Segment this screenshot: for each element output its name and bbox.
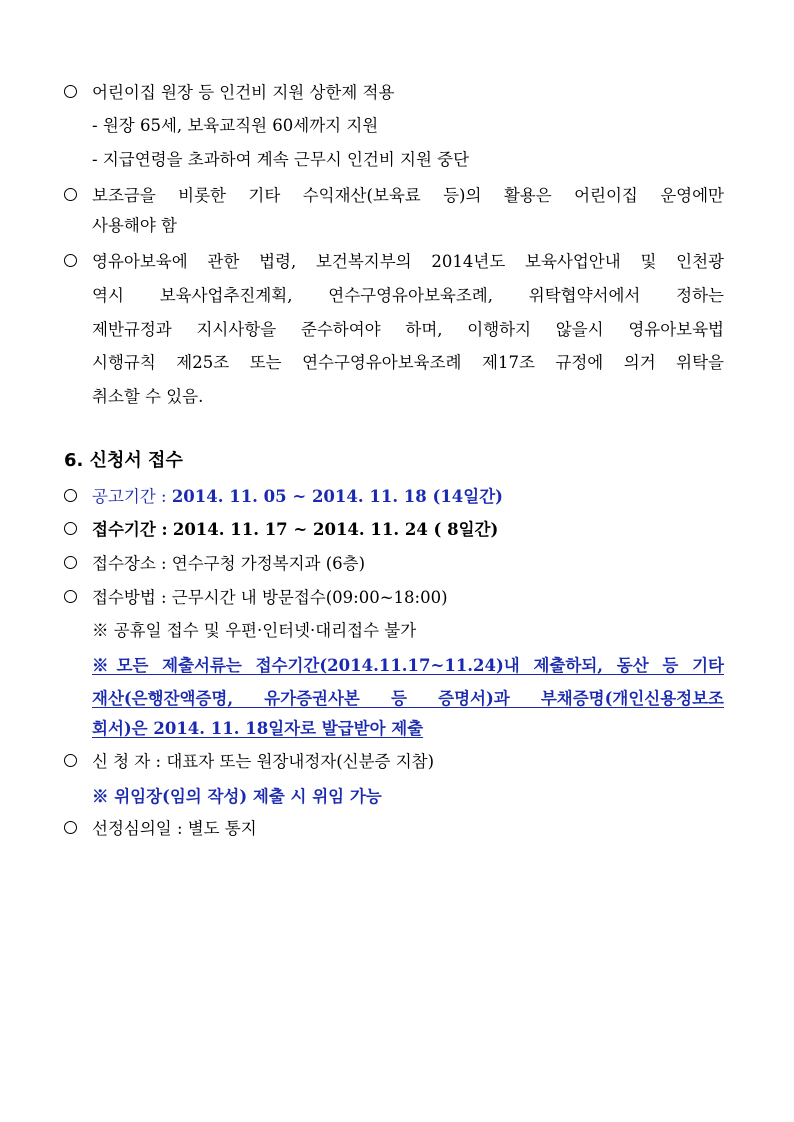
circle-bullet-icon	[64, 590, 77, 603]
circle-bullet-icon	[64, 556, 77, 569]
line-text: 역시 보육사업추진계획, 연수구영유아보육조례, 위탁협약서에서 정하는	[92, 286, 724, 305]
circle-bullet-icon	[64, 85, 77, 98]
line-text: 어린이집 원장 등 인건비 지원 상한제 적용	[92, 83, 395, 102]
circle-bullet-icon	[64, 188, 77, 201]
section-heading: 6. 신청서 접수	[64, 450, 183, 471]
line-text: 보조금을 비롯한 기타 수익재산(보육료 등)의 활용은 어린이집 운영에만	[92, 186, 724, 205]
line-text: 회서)은 2014. 11. 18일자로 발급받아 제출	[92, 719, 424, 738]
circle-bullet-icon	[64, 489, 77, 502]
line-text: 사용해야 함	[92, 216, 177, 235]
line-text: 신 청 자 : 대표자 또는 원장내정자(신분증 지참)	[92, 752, 435, 771]
line-text: 취소할 수 있음.	[92, 387, 204, 406]
notice-label: 공고기간 :	[92, 487, 167, 506]
circle-bullet-icon	[64, 821, 77, 834]
line-text: - 원장 65세, 보육교직원 60세까지 지원	[92, 116, 379, 135]
line-text: 제반규정과 지시사항을 준수하여야 하며, 이행하지 않을시 영유아보육법	[92, 320, 724, 339]
line-text: 시행규칙 제25조 또는 연수구영유아보육조례 제17조 규정에 의거 위탁을	[92, 353, 724, 372]
circle-bullet-icon	[64, 754, 77, 767]
line-text: 영유아보육에 관한 법령, 보건복지부의 2014년도 보육사업안내 및 인천광	[92, 252, 724, 271]
circle-bullet-icon	[64, 254, 77, 267]
line-text: 접수방법 : 근무시간 내 방문접수(09:00~18:00)	[92, 588, 448, 607]
receipt-value: 2014. 11. 17 ~ 2014. 11. 24 ( 8일간)	[172, 520, 499, 539]
line-text: ※ 공휴일 접수 및 우편·인터넷·대리접수 불가	[92, 621, 417, 640]
line-text: 접수장소 : 연수구청 가정복지과 (6층)	[92, 554, 366, 573]
notice-period	[92, 487, 503, 507]
receipt-period	[92, 520, 498, 540]
line-text: ※모든 제출서류는 접수기간(2014.11.17~11.24)내 제출하되, 동산 등 기타	[92, 656, 724, 675]
receipt-label: 접수기간 :	[92, 520, 168, 539]
notice-value: 2014. 11. 05 ~ 2014. 11. 18 (14일간)	[171, 487, 503, 506]
line-text: 선정심의일 : 별도 통지	[92, 819, 257, 838]
circle-bullet-icon	[64, 522, 77, 535]
line-text: ※ 위임장(임의 작성) 제출 시 위임 가능	[92, 787, 382, 806]
line-text: - 지급연령을 초과하여 계속 근무시 인건비 지원 중단	[92, 150, 470, 169]
line-text: 재산(은행잔액증명, 유가증권사본 등 증명서)과 부채증명(개인신용정보조	[92, 689, 724, 708]
